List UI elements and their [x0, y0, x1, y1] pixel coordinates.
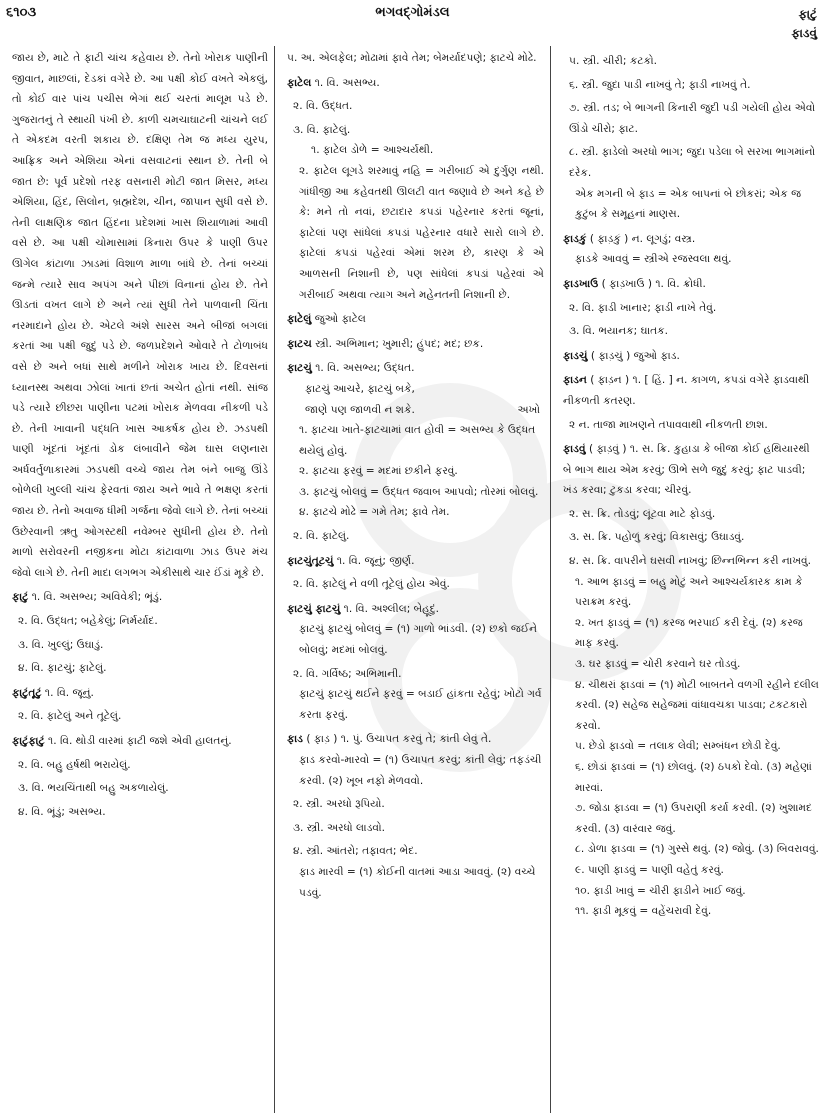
idiom: ૫. છેડો ફાડવો = તલાક લેવી; સમ્બંધન છોડી દેવું. [575, 740, 781, 753]
pronunciation: ( ફાડ઼ખાઉ ) [601, 277, 652, 290]
sense: ૩. સ્ત્રી. અરધો લાડવો. [293, 821, 386, 834]
sense: ૧. વિ. અસભ્ય; ઉદ્ધત. [315, 362, 415, 375]
page-header [0, 0, 825, 44]
entry-fadvu [563, 439, 819, 922]
sense: ૩. વિ. ભયાનક; ઘાતક. [569, 325, 668, 338]
idiom: ૪. ફાટચે મોઢે = ગમે તેમ; ફાવે તેમ. [299, 506, 450, 519]
sense: ૧. વિ. અશ્લીલ; બેહૂદું. [343, 602, 439, 615]
idiom: ૩. ઘર ફાડવું = ચોરી કરવાને ઘર તોડવું. [575, 658, 741, 671]
entry-fatutu [12, 683, 268, 727]
pronunciation: ( ફાડ઼કું ) [589, 232, 629, 245]
sense: ૨. વિ. ફાટેલું. [293, 530, 350, 543]
pronunciation: ( ફાડ઼ન ) [590, 374, 630, 387]
sense: ૧. વિ. જૂનું. [44, 686, 94, 699]
entry-fatya [287, 334, 544, 355]
running-title: ભગવદ્ગોમંડલ [375, 5, 450, 20]
column-3 [550, 46, 825, 1113]
idiom: ૨. ફાટચા ફરવું = મદમાં છકીને ફરવું. [299, 465, 458, 478]
sense: ૧. વિ. ક્રોધી. [655, 277, 706, 290]
guide-words [791, 5, 817, 43]
column-2 [274, 46, 550, 1113]
entry-fatyu-fatyu [287, 599, 544, 726]
headword: ફાટું [12, 591, 29, 604]
pronunciation: ( ફાડ઼ચું ) [590, 349, 631, 362]
sense: ૨. સ. ક્રિ. તોડવું; લૂંટવા માટે ફોડવું. [569, 507, 716, 520]
idiom: એક મગની બે ફાડ = એક બાપનાં બે છોકરાં; એક જ કુટુંબ કે સમૂહનાં માણસ. [575, 187, 802, 221]
sense: ૩. વિ. ભયચિંતાથી બહુ અકળાયેલું. [18, 782, 169, 795]
sense: ૧. વિ. અસભ્ય. [314, 76, 380, 89]
sense: ૩. વિ. ફાટેલું. [293, 123, 351, 136]
idiom: ૨. ફાટેલ લૂગડે શરમાવું નહિ = ગરીબાઈ એ દુર્ગુણ નથી. ગાંધીજી આ કહેવતથી ઊલટી વાત જણાવે છે અને કહે છે કે: મને તો નવાં, છટાદાર કપડાં પહેરનાર કરતાં જૂનાં, ફાટેલાં પણ સાંધેલાં કપડાં પહેરનાર વધારે સારો લાગે છે. ફાટેલાં કપડાં પહેરવાં એમાં શરમ છે, કારણ કે એ આળસની નિશાની છે, પણ સાંધેલાં કપડાં પહેરવાં એ ગરીબાઈ અથવા ત્યાગ અને મહેનતની નિશાની છે. [299, 164, 544, 301]
headword: ફાડન [563, 374, 587, 387]
sense: ૨ ન. તાજા માખણને તપાવવાથી નીકળતી છાશ. [569, 418, 768, 431]
sense: ૪. સ. ક્રિ. વાપરીને ઘસવી નાખવું; છિન્નભિન્ન કરી નાખવું. [569, 555, 812, 568]
idiom: ફાટચું ફાટચું બોલવું = (૧) ગાળો ભાંડવી. (૨) છકો જઈને બોલવું; મદમાં બોલવું. [299, 623, 538, 657]
idiom: ૧. આભ ફાડવું = બહુ મોટું અને આશ્ચર્યકારક કામ કે પરાક્રમ કરવું. [575, 575, 803, 609]
sense: ૩. સ. ક્રિ. પહોળું કરવું; વિકાસવું; ઉઘાડવું. [569, 531, 745, 544]
headword: ફાડચું [563, 349, 588, 362]
entry-fad [287, 729, 544, 903]
sense: ૪. વિ. ફાટચું; ફાટેલું. [18, 662, 107, 675]
column-1 [0, 46, 274, 1113]
idiom: ૧૦. ફાડી ખાવું = ચીરી ફાડીને ખાઈ જવું. [575, 884, 746, 897]
idiom: ૭. જોડા ફાડવા = (૧) ઉપરાણી કર્યા કરવી. (૨) ખુશામદ કરવી. (૩) વારંવાર જવું. [575, 802, 812, 835]
entry-fatel [287, 73, 544, 306]
page-number: ૬૧૦૩ [6, 5, 37, 20]
pronunciation: ( ફાડ઼ ) [306, 733, 338, 746]
pronunciation: ( ફાડ઼વું ) [588, 443, 627, 456]
sense: ૧. સ. ક્રિ. કુહાડા કે બીજા કોઈ હથિયારથી બે ભાગ થાય એમ કરવું; ઊભે સળે જુદું કરવું; ફાટ પાડવી; ખંડ કરવા; ટુકડા કરવા; ચીરવું. [563, 443, 810, 497]
entry-fatyu [287, 358, 544, 546]
headword: ફાડખાઉ [563, 277, 599, 290]
idiom: ફાડકે આવવું = સ્ત્રીએ રજસ્વલા થવું. [575, 253, 732, 266]
headword: ફાટચું [287, 362, 312, 375]
entry-fadku [563, 229, 819, 270]
sense: ૧. [ હિં. ] ન. કાગળ, કપડાં વગેરે ફાડવાથી નીકળતી કતરણ. [563, 374, 810, 407]
headword: ફાટચું ફાટચું [287, 602, 341, 615]
idiom: ૩. ફાટચું બોલવું = ઉદ્ધત જવાબ આપવો; તોરમાં બોલવું. [299, 485, 539, 498]
cross-reference: જુઓ ફાડ. [633, 349, 680, 362]
sense: ૫. સ્ત્રી. ચીરી; કટકો. [569, 55, 657, 67]
sense: ૨. વિ. ગર્વિષ્ઠ; અભિમાની. [293, 667, 402, 680]
sense: ૨. સ્ત્રી. અરધો રૂપિયો. [293, 798, 385, 811]
sense: ૧. પું. ઉચાપત કરવું તે; કાંતી લેવું તે. [340, 733, 492, 746]
idiom: ૧. ફાટચા ખાતે-ફાટચામાં વાત હોવી = અસભ્ય કે ઉદ્ધત થયેલું હોવું. [299, 424, 536, 457]
sense: ૪. સ્ત્રી. આંતરો; તફાવત; ભેદ. [293, 845, 418, 858]
entry-fatyu-tutyu [287, 551, 544, 595]
headword: ફાટુંતૂટું [12, 686, 42, 699]
headword: ફાડવું [563, 443, 586, 456]
guide-word-first: ફાટું [798, 7, 817, 21]
sense: ૧. વિ. અસભ્ય; અવિવેકી; ભૂંડું. [31, 591, 163, 604]
quotation-source: અખો [517, 403, 540, 416]
entry-fatelu [287, 309, 544, 330]
idiom: ફાડ મારવી = (૧) કોઈની વાતમાં આડા આવવું. (૨) વચ્ચે પડવું. [299, 865, 536, 899]
headword: ફાટચ [287, 337, 312, 350]
sense: ૨. વિ. બહુ હર્ષથી ભરાયેલું. [18, 758, 131, 771]
continuation-sense: ૫. અ. એલફેલ; મોઢામાં ફાવે તેમ; બેમર્યાદપણે; ફાટચે મોઢે. [287, 52, 537, 64]
sense: ૪. વિ. ભૂંડું; અસભ્ય. [18, 805, 106, 818]
sense: ૩. વિ. ખુલ્લું; ઉઘાડું. [18, 638, 104, 651]
idiom: ૧૧. ફાડી મૂકવું = વહેંચરાવી દેવું. [575, 905, 712, 918]
definition: ન. લૂગડું; વસ્ત્ર. [631, 232, 696, 245]
cross-reference: જુઓ ફાટેલ [314, 313, 366, 326]
headword: ફાડકું [563, 232, 587, 245]
idiom: ૪. ચીથરાં ફાડવાં = (૧) મોટી બાબતને વળગી રહીને દલીલ કરવી. (૨) સહેજ સહેજમાં વાંધાવચકા પાડવા; ટકટકારો કરવો. [575, 678, 819, 732]
idiom: ૯. પાણી ફાડવું = પાણી વહેતું કરવું. [575, 863, 724, 876]
quotation-line: ફાટચું આચરે, ફાટચું બકે, [305, 382, 415, 395]
sense: ૨. વિ. ઉદ્ધત. [293, 100, 353, 113]
idiom: ૧. ફાટેલ ડોળે = આશ્ચર્યથી. [311, 144, 434, 157]
sense: ૨. વિ. ફાડી ખાનાર; ફાડી નાખે તેવું. [569, 301, 717, 314]
headword: ફાડ [287, 733, 303, 746]
idiom: ૮. ડોળા ફાડવા = (૧) ગુસ્સે થવું. (૨) જોવું. (૩) બિવરાવવું. [575, 843, 819, 856]
entry-fatufatu [12, 731, 268, 822]
quotation-text: જાણે પણ જાળવી ન શકે. [305, 403, 415, 416]
idiom: ૨. ખત ફાડવું = (૧) કરજ ભરપાઈ કરી દેવું. (૨) કરજ માફ કરવું. [575, 616, 803, 650]
definition: સ્ત્રી. અભિમાન; ખુમારી; હુંપદ; મદ; છક. [315, 337, 484, 350]
sense: ૨. વિ. ઉદ્ધત; બહેકેલું; નિર્મર્યાદ. [18, 615, 158, 628]
idiom: ૬. છોડાં ફાડવાં = (૧) છોલવું. (૨) ઠપકો દેવો. (૩) મહેણાં મારવાં. [575, 761, 812, 794]
sense: ૭. સ્ત્રી. તડ; બે ભાગની કિનારી જુદી પડી ગયેલી હોય એવો ઊંડો ચીરો; ફાટ. [569, 102, 816, 135]
sense: ૧. વિ. થોડી વારમાં ફાટી જશે એવી હાલતનું. [48, 735, 232, 747]
headword: ફાટેલ [287, 76, 312, 89]
idiom: ફાટચું ફાટચું થઈને ફરવું = બડાઈ હાંકતા રહેવું; ખોટો ગર્વ કરતા ફરવું. [299, 688, 542, 721]
sense: ૨. વિ. ફાટેલું અને તૂટેલું. [18, 710, 122, 723]
entry-fadchu [563, 346, 819, 367]
headword: ફાટેલું [287, 313, 312, 326]
dictionary-columns [0, 46, 825, 1113]
continuation-paragraph: જાય છે, માટે તે ફાટી ચાંચ કહેવાય છે. તેનો ખોરાક પાણીની જીવાત, માછલાં, દેડકાં વગેરે છે. આ પક્ષી કોઈ વખતે એકલું, તો કોઈ વાર પાંચ પચીસ ભેગાં થઈ ચરતાં માલૂમ પડે છે. ગુજરાતનું તે સ્થાયી પંખી છે. કાળી ચમચાઘાટની ચાંચને લઈ તે એકદમ વરતી શકાય છે. દક્ષિણ તેમ જ મધ્ય યુરપ, આફ્રિક અને એશિયા એનાં વસવાટનાં સ્થાન છે. તેની બે જાત છે: પૂર્વ પ્રદેશો તરફ વસનારી મોટી જાત મિસર, મધ્ય એશિયા, હિંદ, સિલોન, બ્રહ્મદેશ, ચીન, જાપાન સુધી વસે છે. તેની લાક્ષણિક જાત હિંદના પ્રદેશમાં ખાસ શિયાળામાં આવી વસે છે. આ પક્ષી ચોમાસામાં કિનારા ઉપર કે પાણી ઉપર ઊગેલ કાંટાળા ઝાડમાં વિશાળ માળા બાંધે છે. તેનાં બચ્ચાં જન્મે ત્યારે સાવ અપંગ અને પીછાં વિનાનાં હોય છે. તેને ઊડતાં વખત લાગે છે અને ત્યાં સુધી તેને પાળવાની ચિંતા નરમાદાને હોય છે. એટલે અંશે સારસ અને બીજાં બગલાં કરતાં આ પક્ષી જુદું પડે છે. જળપ્રદેશને ઓવારે તે ટોળાબંધ વસે છે અને બધાં સાથે મળીને ખોરાક ખાય છે. દિવસનાં ધ્યાનસ્થ અથવા ઝોલાં ખાતાં છતાં અચેત હોતાં નથી. સાંજ પડે ત્યારે છીછરા પાણીના પટમાં ખોરાક મેળવવા નીકળી પડે છે. તેની ખાવાની પદ્ધતિ ખાસ આકર્ષક હોય છે. ઝડપથી પાણી ખૂંદતાં ખૂંદતાં ડોક લંબાવીને જેમ ઘાસ લણનારા અર્ધવર્તુળાકારમાં ઝડપથી વચ્ચે જાય તેમ બંને બાજુ ઊંડે બોળેલી ખુલ્લી ચાંચ ફેરવતાં જાય અને ભાવે તે ભક્ષણ કરતાં જાય છે. તેનો અવાજ ધીમી ગર્જના જેવો લાગે છે. તેનાં બચ્ચાં ઉછેરવાની ઋતુ ઓગસ્ટથી નવેમ્બર સુધીની હોય છે. તેનો માળો સરોવરની નજીકના મોટા કાંટાવાળા ઝાડ ઉપર મંચ જેવો લાગે છે. તેની માદા લગભગ એકીસાથે ચાર ઈંડાં મૂકે છે. [12, 52, 268, 579]
sense: ૬. સ્ત્રી. જુદા પાડી નાખવું તે; ફાડી નાખવું તે. [569, 78, 751, 91]
headword: ફાટુંફાટું [12, 735, 45, 747]
sense: ૮. સ્ત્રી. ફાડેલો અરધો ભાગ; જુદા પડેલા બે સરખા ભાગમાંનો દરેક. [569, 146, 816, 179]
idiom: ફાડ કરવો-મારવો = (૧) ઉચાપત કરવું; કાંતી લેવું; તફડંચી કરવી. (૨) ખૂબ નફો મેળવવો. [299, 754, 542, 787]
guide-word-last: ફાડવું [791, 26, 817, 40]
sense: ૨. વિ. ફાટેલું ને વળી તૂટેલું હોય એવું. [293, 578, 450, 591]
entry-fadan [563, 370, 819, 435]
entry-fadkhau [563, 274, 819, 342]
quotation-line [305, 400, 544, 421]
sense: ૧. વિ. જૂનું; જીર્ણ. [336, 554, 415, 567]
headword: ફાટચુંતૂટચું [287, 554, 334, 567]
entry-fatu [12, 587, 268, 678]
